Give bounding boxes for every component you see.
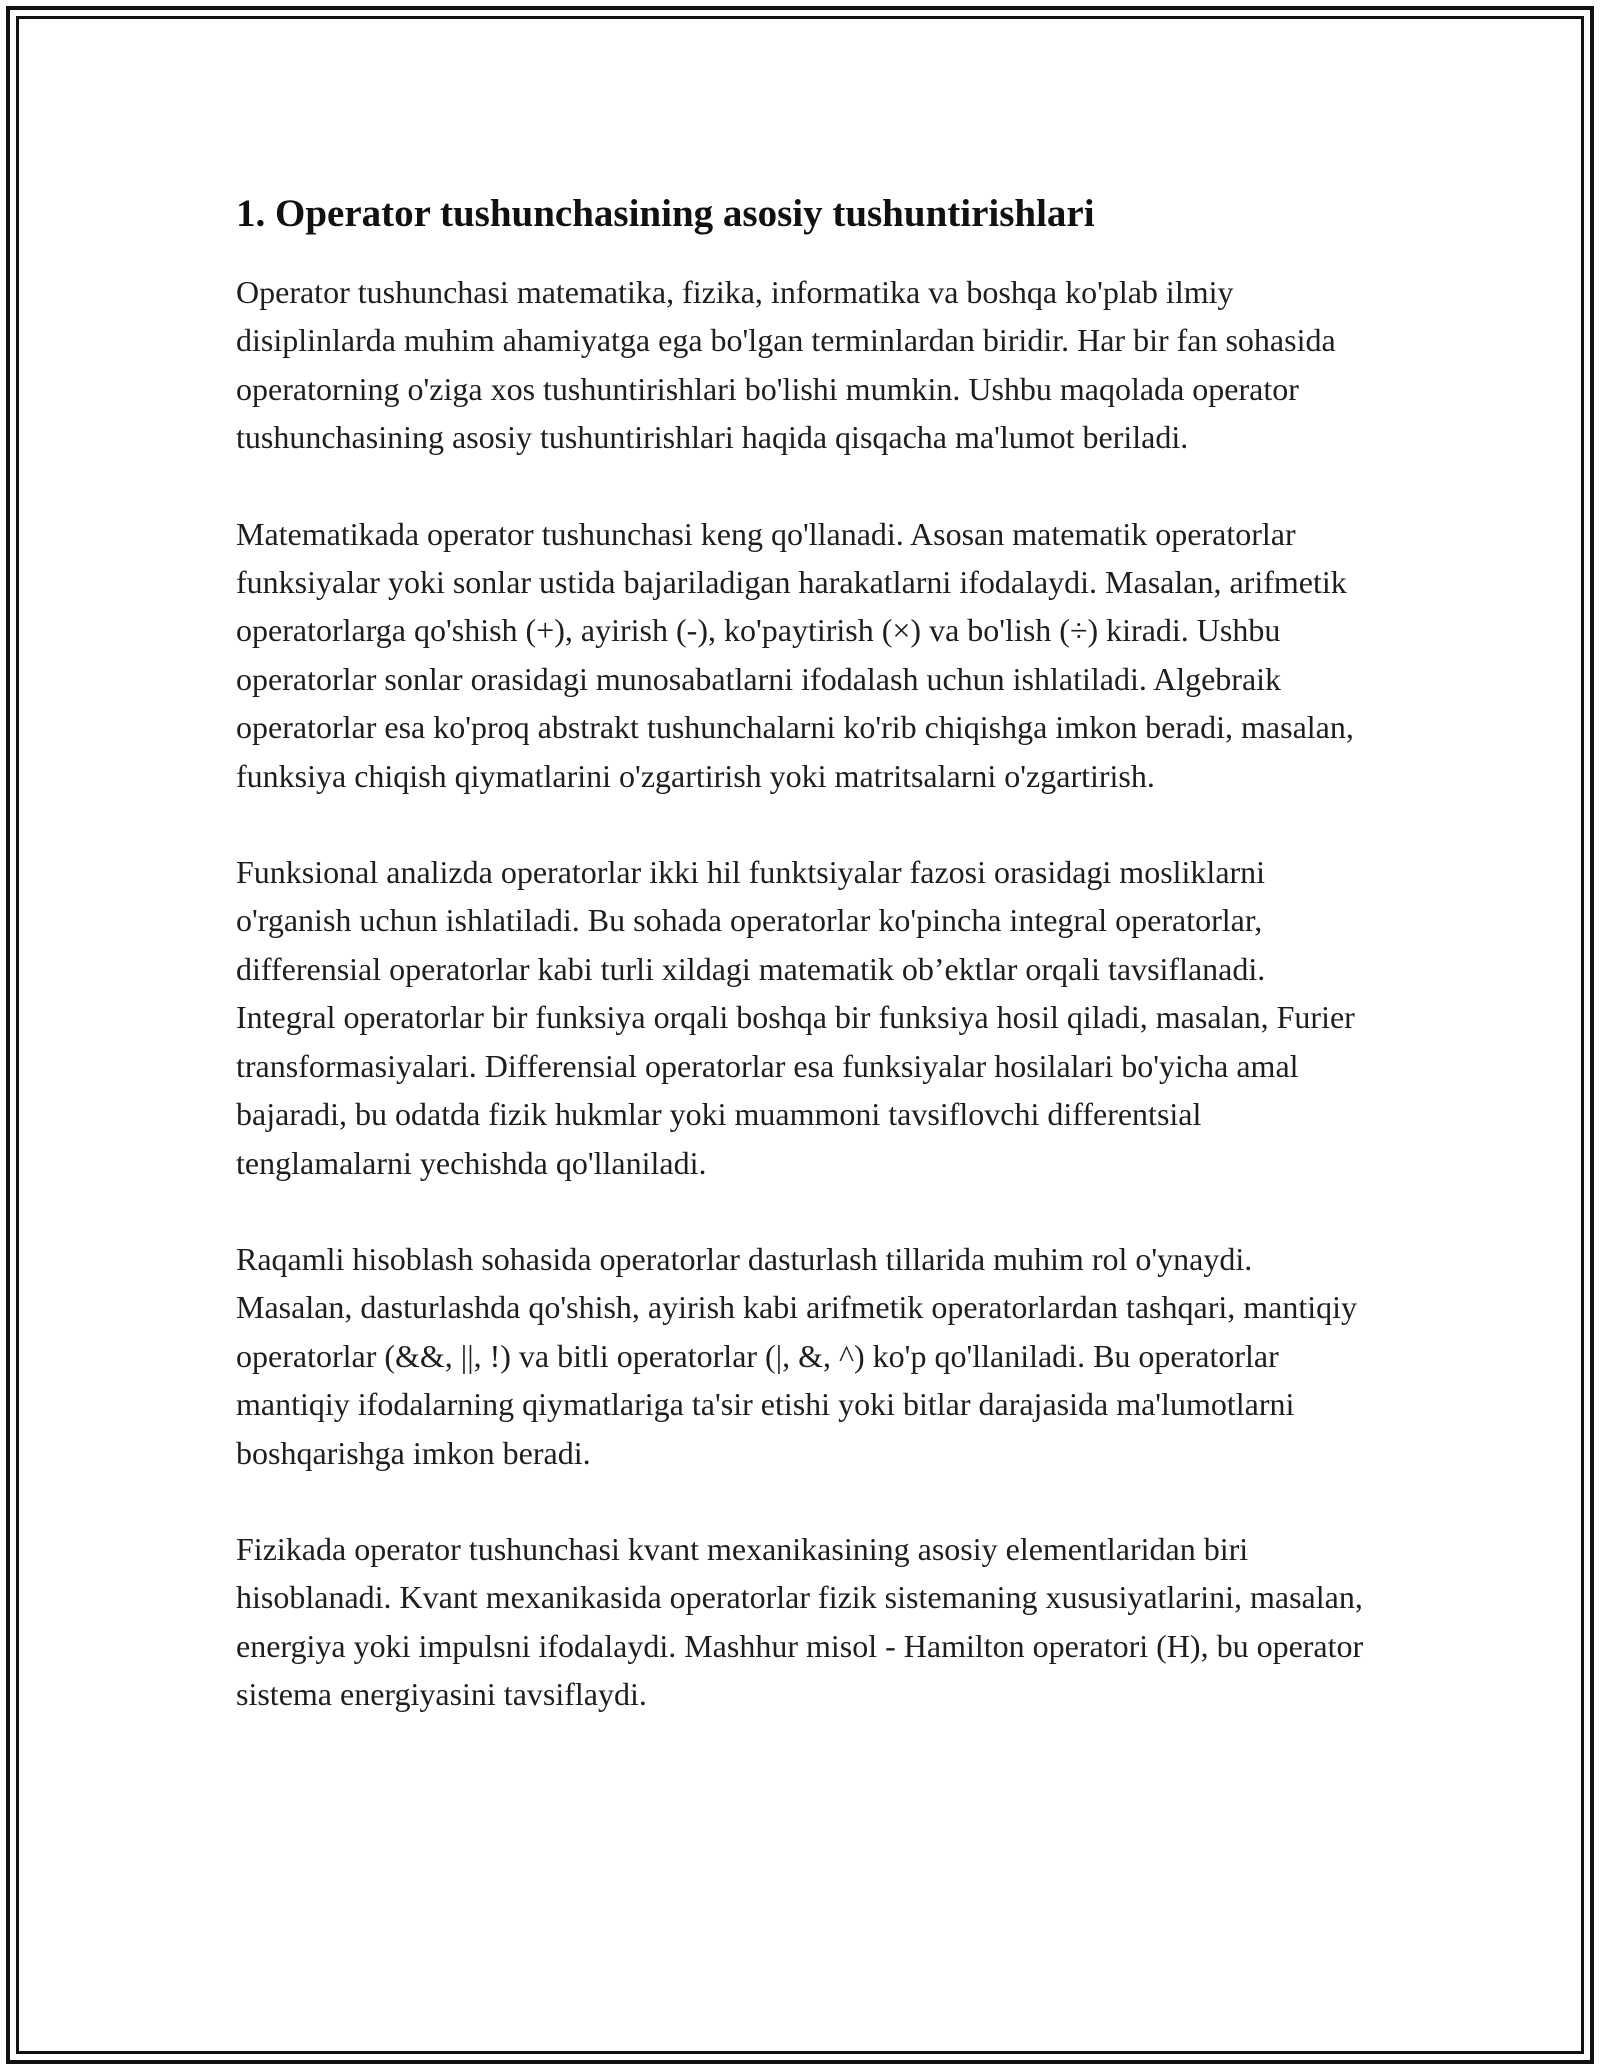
paragraph-mathematics: Matematikada operator tushunchasi keng qo'llanadi. Asosan matematik operatorlar funksiyalar yoki sonlar ustida bajariladigan harakatlarni ifodalaydi. Masalan, arifmetik operatorlarga qo'shish (+), ayirish (-), ko'paytirish (×) va bo'lish (÷) kiradi. Ushbu operatorlar sonlar orasidagi munosabatlarni ifodalash uchun ishlatiladi. Algebraik operatorlar esa ko'proq abstrakt tushunchalarni ko'rib chiqishga imkon beradi, masalan, funksiya chiqish qiymatlarini o'zgartirish yoki matritsalarni o'zgartirish. (236, 515, 1354, 794)
paragraph-introduction: Operator tushunchasi matematika, fizika, informatika va boshqa ko'plab ilmiy disiplinlarda muhim ahamiyatga ega bo'lgan terminlardan biridir. Har bir fan sohasida operatorning o'ziga xos tushuntirishlari bo'lishi mumkin. Ushbu maqolada operator tushunchasining asosiy tushuntirishlari haqida qisqacha ma'lumot beriladi. (236, 274, 1336, 456)
paragraph-functional-analysis: Funksional analizda operatorlar ikki hil funktsiyalar fazosi orasidagi mosliklarni o'rganish uchun ishlatiladi. Bu sohada operatorlar ko'pincha integral operatorlar, differensial operatorlar kabi turli xildagi matematik ob’ektlar orqali tavsiflanadi. Integral operatorlar bir funksiya orqali boshqa bir funksiya hosil qiladi, masalan, Furier transformasiyalari. Differensial operatorlar esa funksiyalar hosilalari bo'yicha amal bajaradi, bu odatda fizik hukmlar yoki muammoni tavsiflovchi differentsial tenglamalarni yechishda qo'llaniladi. (236, 854, 1355, 1181)
document-body (236, 188, 1366, 1719)
paragraph-computing: Raqamli hisoblash sohasida operatorlar dasturlash tillarida muhim rol o'ynaydi. Masalan, dasturlashda qo'shish, ayirish kabi arifmetik operatorlardan tashqari, mantiqiy operatorlar (&&, ||, !) va bitli operatorlar (|, &, ^) ko'p qo'llaniladi. Bu operatorlar mantiqiy ifodalarning qiymatlariga ta'sir etishi yoki bitlar darajasida ma'lumotlarni boshqarishga imkon beradi. (236, 1240, 1358, 1471)
paragraph-physics: Fizikada operator tushunchasi kvant mexanikasining asosiy elementlaridan biri hisoblanadi. Kvant mexanikasida operatorlar fizik sistemaning xususiyatlarini, masalan, energiya yoki impulsni ifodalaydi. Mashhur misol - Hamilton operatori (H), bu operator sistema energiyasini tavsiflaydi. (236, 1530, 1364, 1713)
section-title: 1. Operator tushunchasining asosiy tushuntirishlari (236, 192, 1095, 235)
